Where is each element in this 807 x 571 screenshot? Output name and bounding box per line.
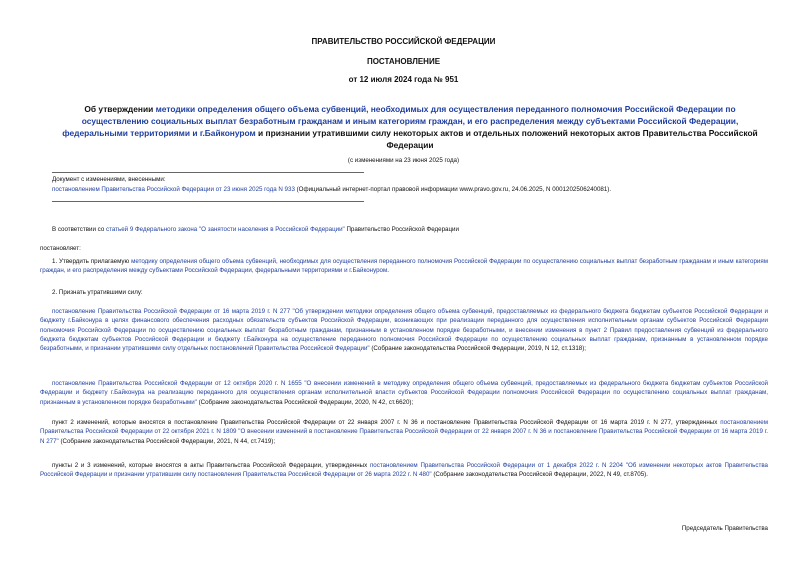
top-divider [52,172,364,173]
item-2: 2. Признать утратившими силу: [52,289,143,296]
resolves: постановляет: [40,245,81,252]
signature: Председатель Правительства [681,525,768,532]
repealed-277-link[interactable]: постановление Правительства Российской Федерации от 16 марта 2019 г. N 277 "Об утверждении методики определения общего объема субвенций, предоставляемых из федерального бюджета бюджетам субъектов Российской Федерации и бюджету г.Байконура в целях финансового обеспечения расходных обязательств субъектов Российской Федерации, возникающих при реализации переданного для осуществления исполнительным органам субъектов Российской Федерации полномочия Российской Федерации по осуществлению социальных выплат безработным гражданам, признанным в установленном порядке безработными, и внесении изменения в пункт 2 Правил предоставления субвенций из федерального бюджета бюджетам субъектов Российской Федерации и бюджету г.Байконура на осуществление переданного полномочия Российской Федерации по осуществлению социальных выплат гражданам, признанным в установленном порядке безработными, и признании утратившими силу отдельных постановлений Правительства Российской Федерации" [40,308,768,353]
repealed-3-source: (Собрание законодательства Российской Федерации, 2021, N 44, ст.7419); [58,437,276,445]
repealed-item-2 [40,379,768,407]
repealed-4-source: (Собрание законодательства Российской Федерации, 2022, N 49, ст.8705). [431,471,648,479]
title-prefix: Об утверждении [84,104,156,114]
repealed-item-4 [40,461,768,480]
changes-doc-label: Документ с изменениями, внесенными: [52,176,166,183]
item-1-suffix: . [387,267,389,275]
preamble-suffix: Правительство Российской Федерации [344,226,459,233]
changes-note: (с изменениями на 23 июня 2025 года) [347,157,460,164]
item-1-prefix: 1. Утвердить прилагаемую [52,258,132,265]
repealed-1655-link[interactable]: постановление Правительства Российской Федерации от 12 октября 2020 г. N 1655 "О внесении изменений в методику определения общего объема субвенций, предоставляемых из федерального бюджета бюджетам субъектов Российской Федерации и бюджету г.Байконура на реализацию переданного для осуществления органам исполнительной власти субъектов Российской Федерации полномочия Российской Федерации по осуществлению социальных выплат гражданам, признанным в установленном порядке безработными" [40,380,768,406]
doc-type: ПОСТАНОВЛЕНИЕ [366,57,441,66]
bottom-divider [52,201,364,202]
repealed-3-prefix: пункт 2 изменений, которые вносятся в постановление Правительства Российской Федерации от 22 января 2007 г. N 36 и постановление Правительства Российской Федерации от 16 марта 2019 г. N 277, утвержденных [52,419,721,426]
item-1 [40,257,768,276]
repealed-1809-link[interactable]: постановлением Правительства Российской Федерации от 22 октября 2021 г. N 1809 "О внесении изменений в постановление Правительства Российской Федерации от 22 января 2007 г. N 36 и постановление Правительства Российской Федерации от 16 марта 2019 г. N 277" [40,419,768,445]
employment-law-link[interactable]: статьей 9 Федерального закона "О занятости населения в Российской Федерации" [105,226,345,233]
document-title [52,103,768,151]
repealed-2204-link[interactable]: постановлением Правительства Российской Федерации от 1 декабря 2022 г. N 2204 "Об изменении некоторых актов Правительства Российской Федерации и признании утратившим силу постановления Правительства Российской Федерации от 26 марта 2022 г. N 480" [40,462,768,479]
changes-doc-source: (Официальный интернет-портал правовой информации www.pravo.gov.ru, 24.06.2025, N 0001202506240081). [294,186,612,193]
changes-doc-line [52,185,768,194]
org-header: ПРАВИТЕЛЬСТВО РОССИЙСКОЙ ФЕДЕРАЦИИ [311,37,496,46]
item-1-methodology-link[interactable]: методику определения общего объема субвенций, необходимых для осуществления переданного полномочия Российской Федерации по осуществлению социальных выплат безработным гражданам и иным категориям граждан, и его распределения между субъектами Российской Федерации, федеральными территориями и г.Байконуром [40,258,768,275]
repealed-2-source: (Собрание законодательства Российской Федерации, 2020, N 42, ст.6620); [196,398,414,406]
title-methodology-link[interactable]: методики определения общего объема субвенций, необходимых для осуществления переданного полномочия Российской Федерации по осуществлению социальных выплат безработным гражданам и иным категориям граждан, и его распределения между субъектами Российской Федерации, федеральными территориями и г.Байконуром [62,104,739,138]
preamble [40,225,768,234]
repealed-item-1 [40,307,768,353]
repealed-1-source: (Собрание законодательства Российской Федерации, 2019, N 12, ст.1318); [369,345,586,353]
date-number: от 12 июля 2024 года № 951 [348,75,459,84]
repealed-item-3 [40,418,768,446]
preamble-prefix: В соответствии со [52,226,106,233]
repealed-4-prefix: пункты 2 и 3 изменений, которые вносятся в акты Правительства Российской Федерации, утвержденных [52,462,370,469]
title-suffix: и признании утратившими силу некоторых актов и отдельных положений некоторых актов Правительства Российской Федерации [255,128,758,150]
amendment-933-link[interactable]: постановлением Правительства Российской Федерации от 23 июня 2025 года N 933 [52,186,295,193]
